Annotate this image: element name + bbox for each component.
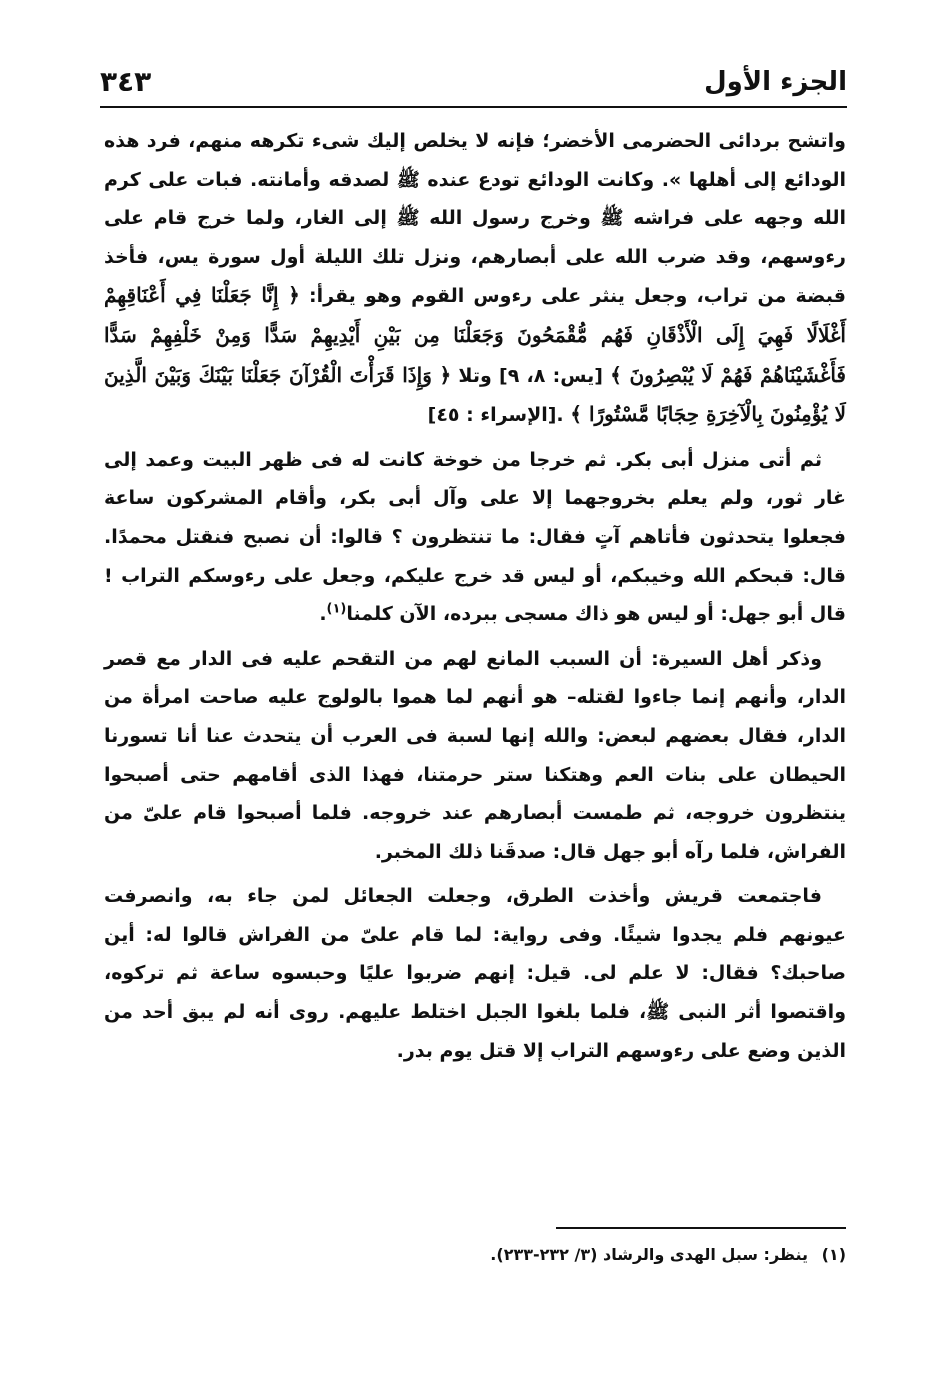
paragraph-2 — [104, 441, 846, 634]
paragraph-2-end: . — [319, 603, 327, 626]
paragraph-3 — [104, 640, 846, 872]
paragraph-4 — [104, 877, 846, 1070]
footnote — [104, 1240, 846, 1270]
header-rule — [100, 106, 847, 108]
quran-verse-1: ﴿ إِنَّا جَعَلْنَا فِي أَعْنَاقِهِمْ أَغْلَالًا فَهِيَ إِلَى الْأَذْقَانِ فَهُم مُّقْمَحُونَ وَجَعَلْنَا مِن بَيْنِ أَيْدِيهِمْ سَدًّا وَمِنْ خَلْفِهِمْ سَدًّا فَأَغْشَيْنَاهُمْ فَهُمْ لَا يُبْصِرُونَ ﴾ — [104, 283, 846, 387]
main-text — [104, 122, 846, 1070]
page-header — [100, 52, 847, 100]
paragraph-3-text: وذكر أهل السيرة: أن السبب المانع لهم من التقحم عليه فى الدار مع قصر الدار، وأنهم إنما جاءوا لقتله– هو أنهم لما هموا بالولوج عليه صاحت امرأة من الدار، فقال بعضهم لبعض: والله إنها لسبة فى العرب أن يتحدث عنا أنا تسورنا الحيطان على بنات العم وهتكنا ستر حرمتنا، فهذا الذى أقامهم حتى أصبحوا ينتظرون خروجه، ثم طمست أبصارهم عند خروجه. فلما أصبحوا قام علىّ من الفراش، فلما رآه أبو جهل قال: صدقَنا ذلك المخبر. — [104, 647, 846, 863]
footnote-text: ينظر: سبل الهدى والرشاد (٣/ ٢٣٢-٢٣٣). — [490, 1245, 809, 1264]
paragraph-1 — [104, 122, 846, 435]
paragraph-4-text: فاجتمعت قريش وأخذت الطرق، وجعلت الجعائل لمن جاء به، وانصرفت عيونهم فلم يجدوا شيئًا. وفى رواية: لما قام علىّ من الفراش قالوا له: أين صاحبك؟ فقال: لا علم لى. قيل: إنهم ضربوا عليًا وحبسوه ساعة ثم تركوه، واقتصوا أثر النبى ﷺ، فلما بلغوا الجبل اختلط عليهم. روى أنه لم يبق أحد من الذين وضع على رءوسهم التراب إلا قتل يوم بدر. — [104, 885, 846, 1062]
quran-reference-1: [يس: ٨، ٩] وتلا — [458, 364, 603, 387]
footnote-reference[interactable]: (١) — [326, 601, 347, 617]
quran-reference-2: .[الإسراء : ٤٥] — [427, 404, 564, 427]
paragraph-1-text: واتشح بردائى الحضرمى الأخضر؛ فإنه لا يخلص إليك شىء تكرهه منهم، فرد هذه الودائع إلى أهلها ». وكانت الودائع تودع عنده ﷺ لصدقه وأمانته. فبات على كرم الله وجهه على فراشه ﷺ وخرج رسول الله ﷺ إلى الغار، ولما خرج قام على رءوسهم، وقد ضرب الله على أبصارهم، ونزل تلك الليلة أول سورة يس، فأخذ قبضة من تراب، وجعل ينثر على رءوس القوم وهو يقرأ: — [104, 130, 846, 308]
footnote-marker: (١) — [821, 1245, 846, 1264]
quran-verse-2: ﴿ وَإِذَا قَرَأْتَ الْقُرْآنَ جَعَلْنَا بَيْنَكَ وَبَيْنَ الَّذِينَ لَا يُؤْمِنُونَ بِالْآخِرَةِ حِجَابًا مَّسْتُورًا ﴾ — [104, 362, 846, 427]
running-title: الجزء الأول — [704, 67, 847, 97]
footnote-rule — [556, 1227, 846, 1229]
paragraph-2-text: ثم أتى منزل أبى بكر. ثم خرجا من خوخة كانت له فى ظهر البيت وعمد إلى غار ثور، ولم يعلم بخروجهما إلا على وآل أبى بكر، وأقام المشركون ساعة فجعلوا يتحدثون فأتاهم آتٍ فقال: ما تنتظرون ؟ قالوا: أن نصبح فنقتل محمدًا. قال: قبحكم الله وخيبكم، أو ليس قد خرج عليكم، وجعل على رءوسكم التراب ! قال أبو جهل: أو ليس هو ذاك مسجى ببرده، الآن كلمنا — [104, 448, 846, 626]
page-number: ٣٤٣ — [100, 65, 152, 98]
